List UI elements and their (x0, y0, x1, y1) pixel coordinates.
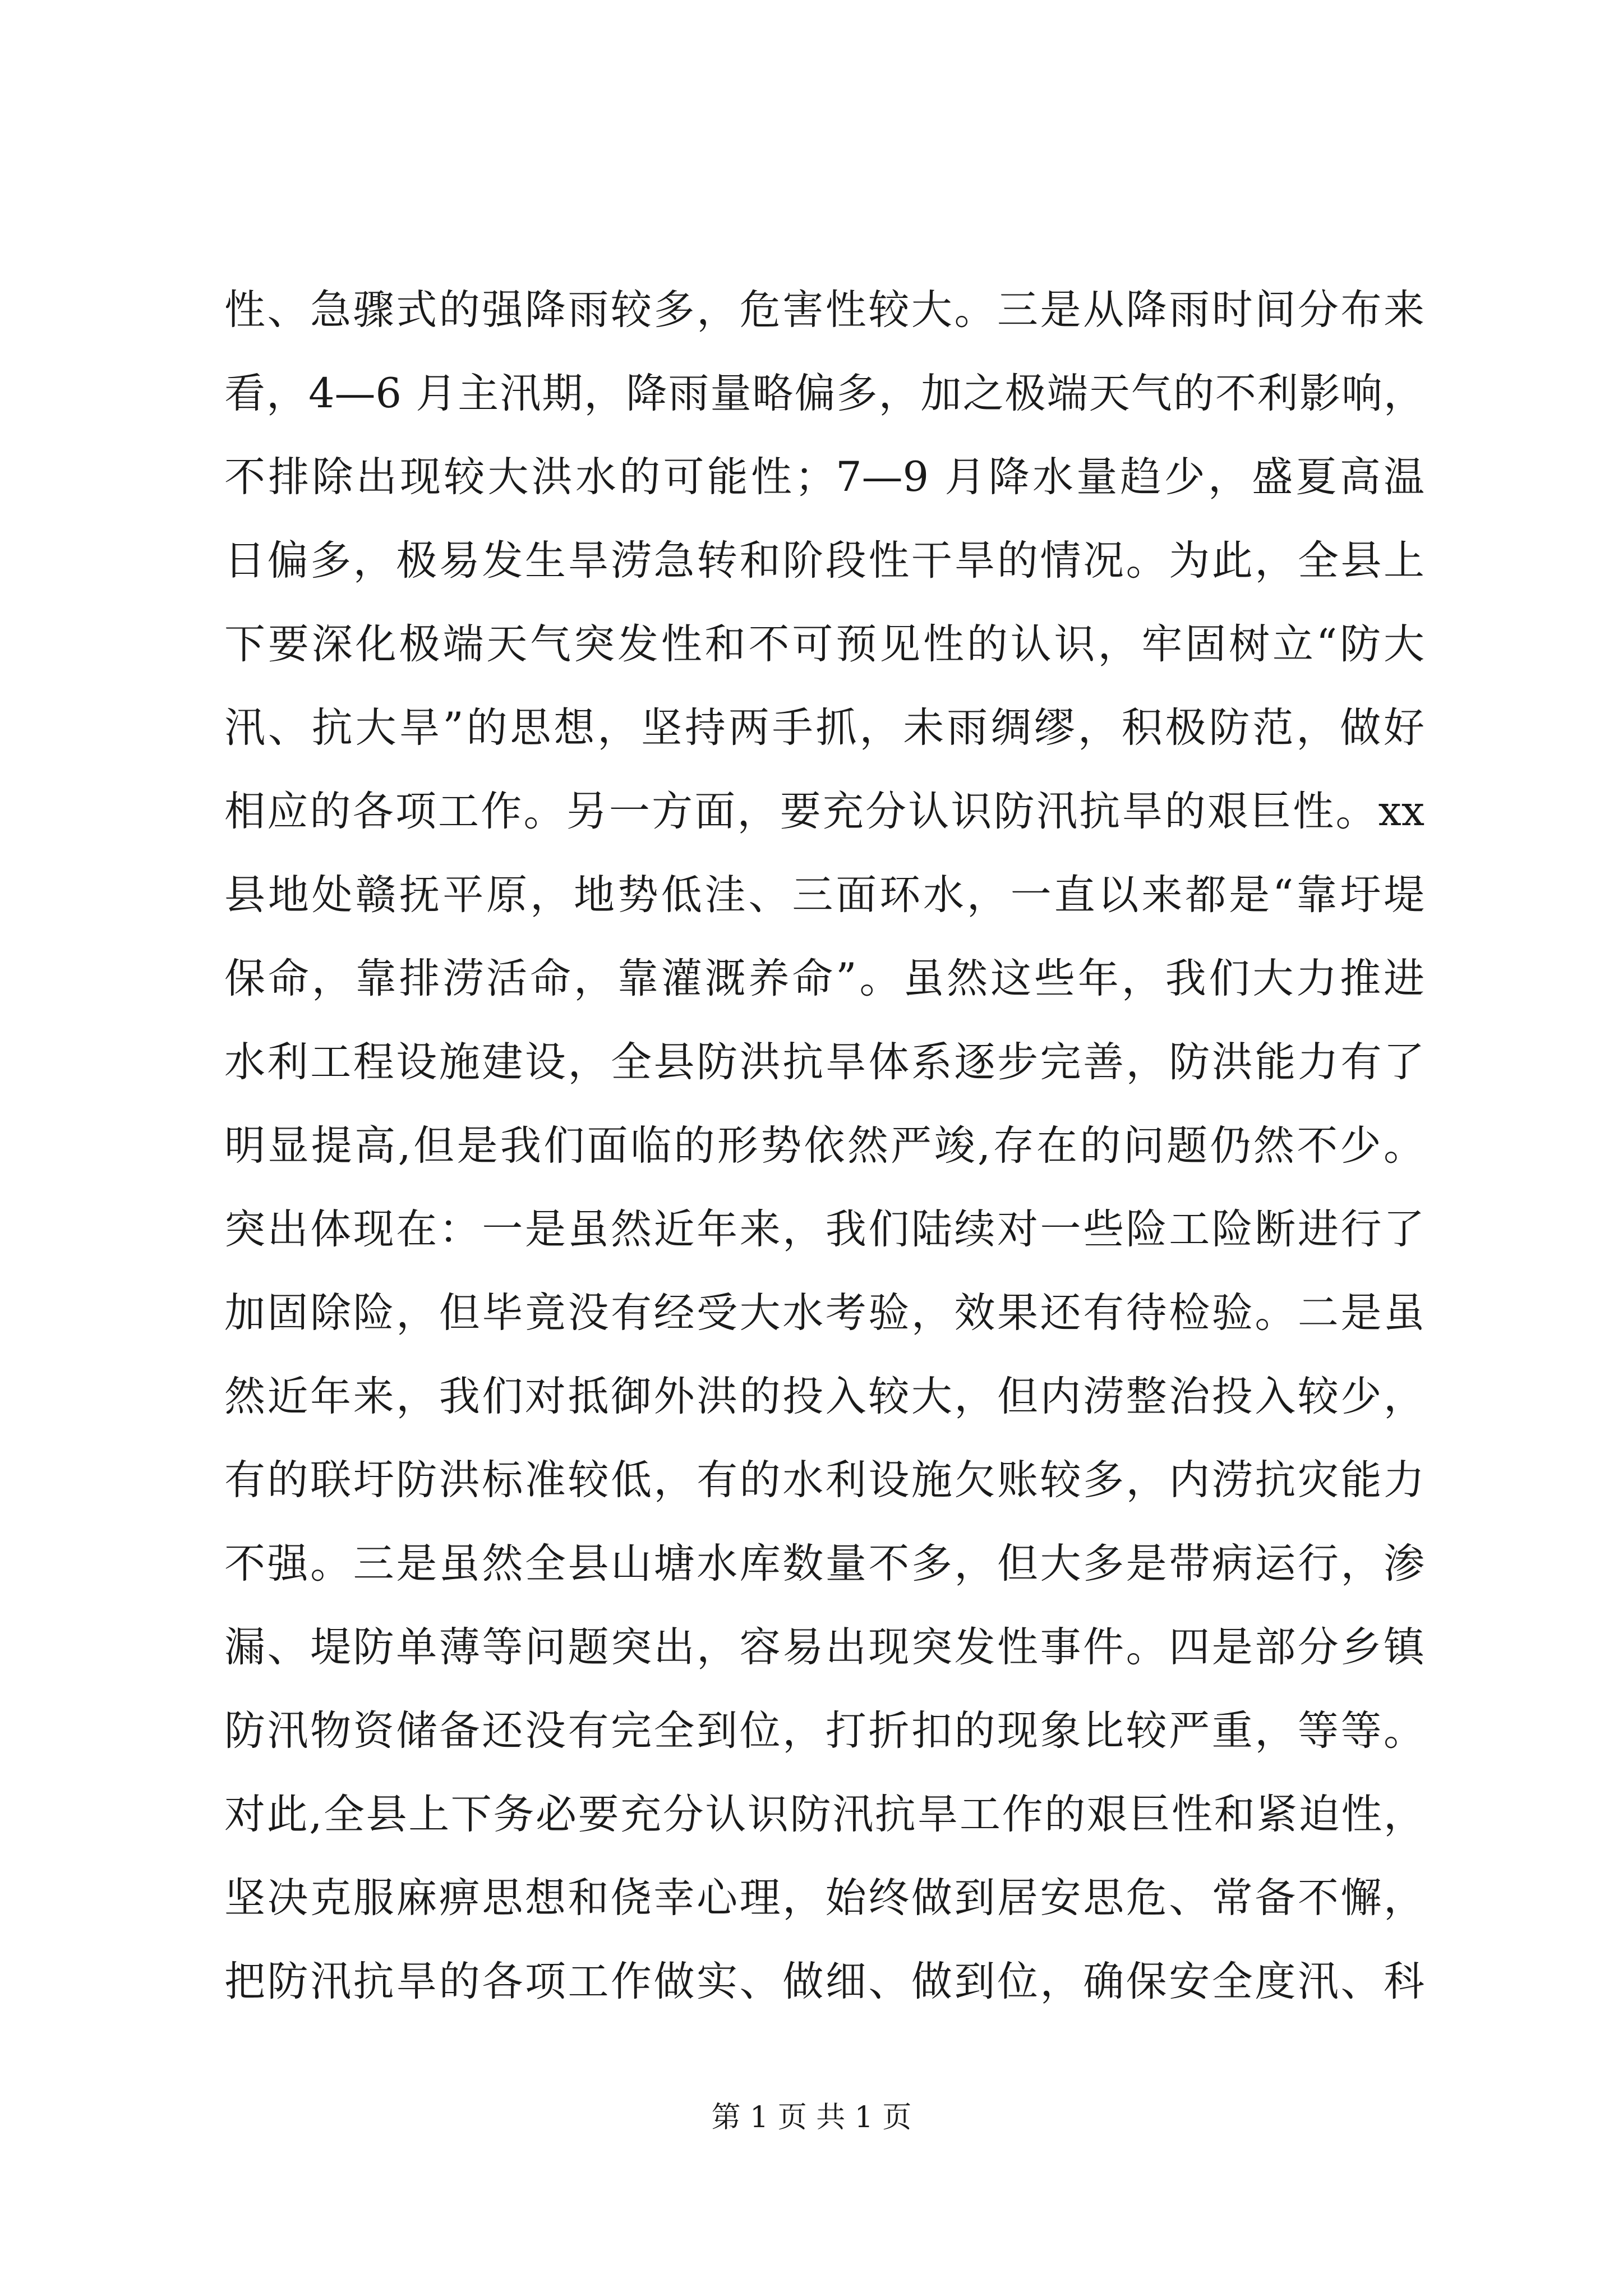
text-line: 性、急骤式的强降雨较多，危害性较大。三是从降雨时间分布来 (224, 286, 1424, 334)
text-line: 不强。三是虽然全县山塘水库数量不多，但大多是带病运行，渗 (224, 1540, 1424, 1588)
text-line: 坚决克服麻痹思想和侥幸心理，始终做到居安思危、常备不懈， (224, 1874, 1424, 1922)
body-text (224, 268, 1424, 2023)
text-line: 对此,全县上下务必要充分认识防汛抗旱工作的艰巨性和紧迫性， (224, 1791, 1424, 1838)
text-line: 加固除险，但毕竟没有经受大水考验，效果还有待检验。二是虽 (224, 1289, 1424, 1337)
text-line: 县地处赣抚平原，地势低洼、三面环水，一直以来都是“靠圩堤 (224, 871, 1424, 919)
text-line: 看，4—6 月主汛期，降雨量略偏多，加之极端天气的不利影响， (224, 370, 1424, 417)
text-line: 不排除出现较大洪水的可能性；7—9 月降水量趋少，盛夏高温 (224, 453, 1424, 501)
text-line: 保命，靠排涝活命，靠灌溉养命”。虽然这些年，我们大力推进 (224, 955, 1424, 1002)
text-line: 水利工程设施建设，全县防洪抗旱体系逐步完善，防洪能力有了 (224, 1038, 1424, 1086)
text-line: 明显提高,但是我们面临的形势依然严竣,存在的问题仍然不少。 (224, 1122, 1424, 1170)
text-line: 下要深化极端天气突发性和不可预见性的认识，牢固树立“防大 (224, 620, 1424, 668)
text-line: 防汛物资储备还没有完全到位，打折扣的现象比较严重，等等。 (224, 1707, 1424, 1755)
text-line: 突出体现在：一是虽然近年来，我们陆续对一些险工险断进行了 (224, 1205, 1424, 1253)
text-line: 相应的各项工作。另一方面，要充分认识防汛抗旱的艰巨性。xx (224, 788, 1424, 835)
text-line: 有的联圩防洪标准较低，有的水利设施欠账较多，内涝抗灾能力 (224, 1456, 1424, 1504)
page-footer: 第 1 页 共 1 页 (711, 2101, 912, 2134)
text-line: 把防汛抗旱的各项工作做实、做细、做到位，确保安全度汛、科 (224, 1958, 1424, 2005)
text-line: 漏、堤防单薄等问题突出，容易出现突发性事件。四是部分乡镇 (224, 1623, 1424, 1671)
text-line: 汛、抗大旱”的思想，坚持两手抓，未雨绸缪，积极防范，做好 (224, 704, 1424, 752)
text-line: 日偏多，极易发生旱涝急转和阶段性干旱的情况。为此，全县上 (224, 537, 1424, 585)
text-line: 然近年来，我们对抵御外洪的投入较大，但内涝整治投入较少， (224, 1373, 1424, 1420)
